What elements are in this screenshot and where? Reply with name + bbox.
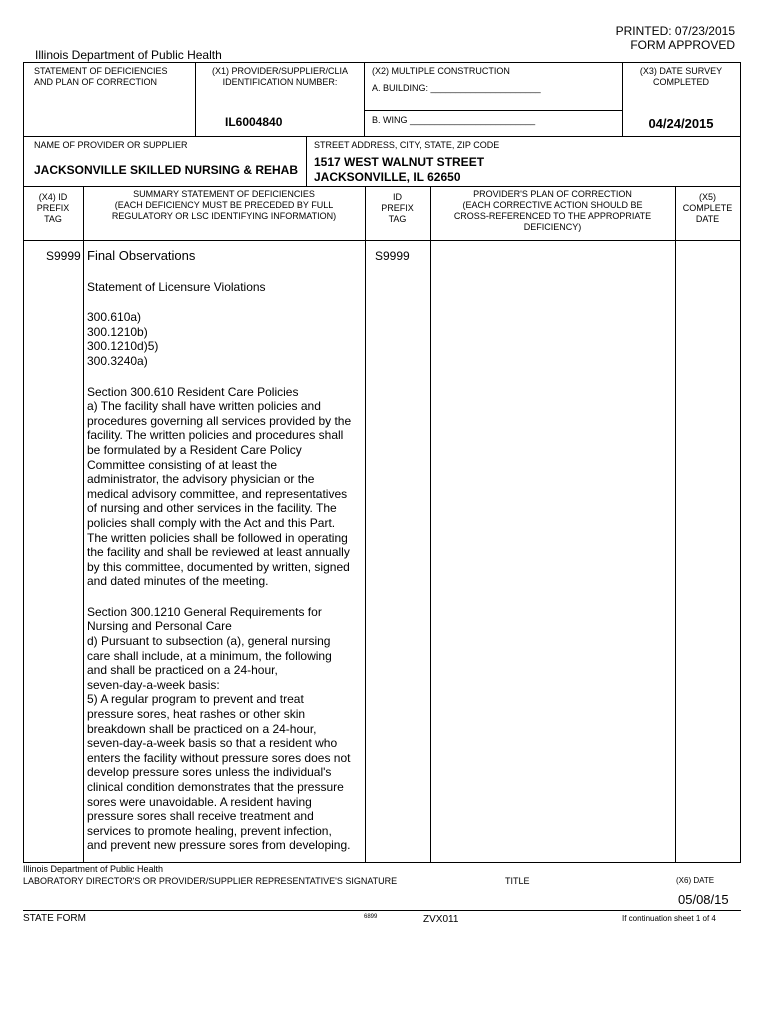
survey-date: 04/24/2015: [648, 116, 714, 131]
title-label: TITLE: [505, 876, 530, 886]
statement-label: STATEMENT OF DEFICIENCIES AND PLAN OF CORRECTION: [34, 66, 168, 87]
signature-label: LABORATORY DIRECTOR'S OR PROVIDER/SUPPLIER REPRESENTATIVE'S SIGNATURE: [23, 876, 398, 886]
x3-label: (X3) DATE SURVEY COMPLETED: [639, 66, 723, 87]
divider: [365, 186, 366, 863]
x4-header: (X4) ID PREFIX TAG: [36, 192, 70, 224]
signature-date: 05/08/15: [678, 892, 729, 907]
form-number: 6899: [364, 914, 378, 920]
footer-rule: [23, 910, 741, 911]
prefix-tag-left: S9999: [46, 249, 81, 263]
form-approved: FORM APPROVED: [630, 38, 735, 52]
footer-agency: Illinois Department of Public Health: [23, 864, 164, 874]
x2-label: (X2) MULTIPLE CONSTRUCTION: [372, 66, 510, 76]
printed-date: PRINTED: 07/23/2015: [615, 24, 735, 38]
divider: [83, 186, 84, 863]
building-field: A. BUILDING: ______________________: [372, 83, 541, 93]
state-form-label: STATE FORM: [23, 913, 86, 924]
x1-label: (X1) PROVIDER/SUPPLIER/CLIA IDENTIFICATION NUMBER:: [211, 66, 349, 87]
continuation-sheet: If continuation sheet 1 of 4: [622, 914, 716, 923]
plan-header: PROVIDER'S PLAN OF CORRECTION (EACH CORRECTIVE ACTION SHOULD BE CROSS-REFERENCED TO THE APPROPRIATE DEFICIENCY): [453, 189, 652, 232]
x5-header: (X5) COMPLETE DATE: [682, 192, 733, 224]
deficiency-text: [87, 249, 365, 853]
deficiency-subtitle: Statement of Licensure Violations: [87, 279, 266, 294]
city-state-zip: JACKSONVILLE, IL 62650: [314, 170, 461, 184]
divider: [306, 136, 307, 186]
prefix-tag-right: S9999: [375, 249, 410, 263]
provider-name-label: NAME OF PROVIDER OR SUPPLIER: [34, 140, 188, 150]
section-300-1210: Section 300.1210 General Requirements for Nursing and Personal Care d) Pursuant to subsection (a), general nursing care shall include, at a minimum, the following and shall be practiced on a 24-hour, seven-day-a-week basis: 5) A regular program to prevent and treat pressure sores, heat rashes or other skin breakdown shall be practiced on a 24-hour, seven-day-a-week basis so that a resident who enters the facility without pressure sores does not develop pressure sores unless the individual's clinical condition demonstrates that the pressure sores were unavoidable. A resident having pressure sores shall receive treatment and services to promote healing, prevent infection, and prevent new pressure sores from developing.: [87, 604, 351, 853]
divider: [430, 186, 431, 863]
provider-name: JACKSONVILLE SKILLED NURSING & REHAB: [34, 163, 299, 177]
frame-bottom: [23, 862, 741, 863]
form-code: ZVX011: [423, 914, 459, 925]
deficiency-title: Final Observations: [87, 248, 196, 263]
provider-id: IL6004840: [225, 115, 283, 129]
id-header: ID PREFIX TAG: [381, 192, 414, 224]
section-300-610: Section 300.610 Resident Care Policies a) The facility shall have written policies and procedures governing all services provided by the facility. The written policies and procedures shall be formulated by a Resident Care Policy Committee consisting of at least the administrator, the advisory physician or the medical advisory committee, and representatives of nursing and other services in the facility. The policies shall comply with the Act and this Part. The written policies shall be followed in operating the facility and shall be reviewed at least annually by this committee, documented by written, signed and dated minutes of the meeting.: [87, 384, 352, 589]
divider: [364, 110, 622, 111]
street-address: 1517 WEST WALNUT STREET: [314, 155, 485, 169]
wing-field: B. WING _________________________: [372, 115, 536, 125]
x6-date-label: (X6) DATE: [676, 876, 715, 885]
address-label: STREET ADDRESS, CITY, STATE, ZIP CODE: [314, 140, 500, 150]
summary-header: SUMMARY STATEMENT OF DEFICIENCIES (EACH DEFICIENCY MUST BE PRECEDED BY FULL REGULATORY OR LSC IDENTIFYING INFORMATION): [111, 189, 337, 221]
frame-top: [23, 62, 741, 63]
frame-right: [740, 62, 741, 863]
regulation-codes: 300.610a) 300.1210b) 300.1210d)5) 300.3240a): [87, 310, 159, 368]
agency-name: Illinois Department of Public Health: [35, 48, 222, 62]
divider: [23, 240, 741, 241]
divider: [23, 186, 741, 187]
divider: [675, 186, 676, 863]
divider: [23, 136, 741, 137]
frame-left: [23, 62, 24, 863]
